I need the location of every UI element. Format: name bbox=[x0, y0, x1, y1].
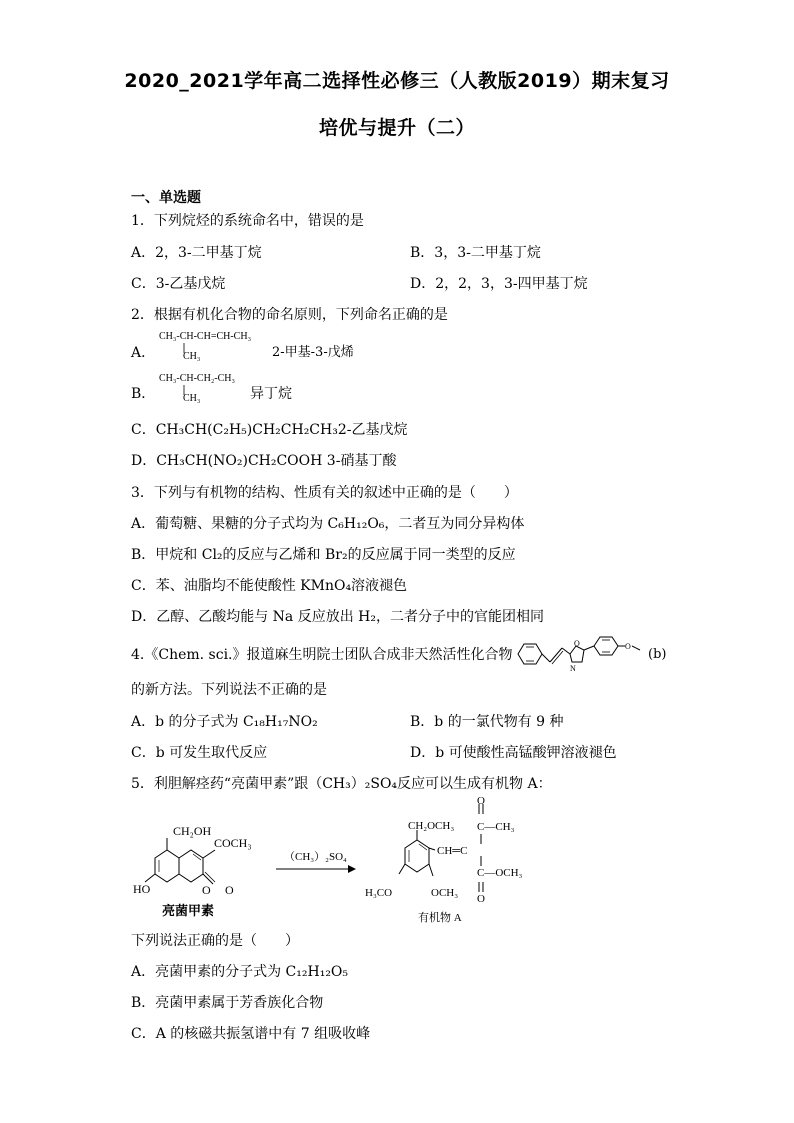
q5-stem: 5．利胆解痉药“亮菌甲素”跟（CH₃）₂SO₄反应可以生成有机物 A： bbox=[131, 776, 552, 792]
q5-och3-label: OCH₃ bbox=[431, 887, 459, 899]
document-title-line1: 2020_2021学年高二选择性必修三（人教版2019）期末复习 bbox=[124, 70, 670, 92]
q4-stem-continued: 的新方法。下列说法不正确的是 bbox=[131, 682, 327, 698]
q2-stem: 2．根据有机化合物的命名原则，下列命名正确的是 bbox=[131, 307, 448, 323]
q5-ch2och3-label: CH₂OCH₃ bbox=[408, 820, 455, 832]
q4-compound-b-structure bbox=[512, 634, 647, 676]
q1-option-c: C．3-乙基戊烷 bbox=[131, 276, 226, 292]
q5-option-b: B．亮菌甲素属于芳香族化合物 bbox=[131, 995, 324, 1011]
q5-top-o-label: O bbox=[477, 795, 485, 807]
q3-option-a: A．葡萄糖、果糖的分子式均为 C₆H₁₂O₆，二者互为同分异构体 bbox=[131, 516, 525, 532]
q5-right-compound-name: 有机物 A bbox=[418, 912, 462, 924]
q5-ho-label: HO bbox=[133, 882, 151, 896]
q2-a-structure-branch: CH₃ bbox=[183, 351, 201, 362]
q5-question: 下列说法正确的是（ ） bbox=[131, 933, 299, 949]
svg-text:O: O bbox=[574, 639, 580, 648]
q2-option-c: C．CH₃CH(C₂H₅)CH₂CH₂CH₃2-乙基戊烷 bbox=[131, 422, 408, 438]
q4-compound-label: (b) bbox=[648, 647, 667, 662]
svg-text:O: O bbox=[625, 642, 631, 651]
q5-coch3-label: COCH₃ bbox=[214, 836, 252, 850]
q4-option-c: C．b 可发生取代反应 bbox=[131, 745, 268, 761]
q3-option-c: C．苯、油脂均不能使酸性 KMnO₄溶液褪色 bbox=[131, 578, 408, 594]
q2-b-structure-main: CH₃-CH-CH₂-CH₃ bbox=[159, 373, 236, 384]
q5-h3co-label: H₃CO bbox=[365, 887, 393, 899]
q5-ring-o-label: O bbox=[202, 883, 211, 897]
q2-b-structure-branch: CH₃ bbox=[183, 393, 201, 404]
q2-a-structure-main: CH₃-CH-CH=CH-CH₃ bbox=[159, 331, 252, 342]
q4-option-b: B．b 的一氯代物有 9 种 bbox=[410, 714, 564, 730]
q5-reaction-arrow bbox=[276, 864, 356, 874]
q5-reagent-label: （CH₃）₂SO₄ bbox=[284, 851, 347, 863]
q5-carbonyl-o-label: O bbox=[225, 883, 234, 897]
q5-vinyl-label: CH═C bbox=[437, 845, 468, 857]
q2-option-a-label: A． bbox=[131, 345, 156, 361]
svg-text:N: N bbox=[570, 664, 576, 673]
q4-option-a: A．b 的分子式为 C₁₈H₁₇NO₂ bbox=[131, 714, 318, 730]
q1-option-b: B．3，3-二甲基丁烷 bbox=[410, 245, 541, 261]
q2-option-d: D．CH₃CH(NO₂)CH₂COOH 3-硝基丁酸 bbox=[131, 453, 397, 469]
q4-option-d: D．b 可使酸性高锰酸钾溶液褪色 bbox=[410, 745, 617, 761]
q5-bottom-o-label: O bbox=[477, 893, 485, 905]
q2-a-name: 2-甲基-3-戊烯 bbox=[272, 345, 354, 360]
q3-option-d: D．乙醇、乙酸均能与 Na 反应放出 H₂，二者分子中的官能团相同 bbox=[131, 609, 544, 625]
q1-option-a: A．2，3-二甲基丁烷 bbox=[131, 245, 262, 261]
q5-left-compound-name: 亮菌甲素 bbox=[162, 904, 215, 919]
q2-option-b-label: B． bbox=[131, 386, 156, 402]
q4-stem: 4.《Chem. sci.》报道麻生明院士团队合成非天然活性化合物 bbox=[131, 647, 513, 663]
q3-option-b: B．甲烷和 Cl₂的反应与乙烯和 Br₂的反应属于同一类型的反应 bbox=[131, 547, 516, 563]
q5-acetyl-label: C—CH₃ bbox=[477, 821, 515, 833]
q5-ch2oh-label: CH₂OH bbox=[173, 824, 212, 838]
document-title-line2: 培优与提升（二） bbox=[318, 117, 475, 139]
q1-stem: 1．下列烷烃的系统命名中，错误的是 bbox=[131, 213, 364, 229]
q3-stem: 3．下列与有机物的结构、性质有关的叙述中正确的是（ ） bbox=[131, 485, 518, 501]
q5-option-a: A．亮菌甲素的分子式为 C₁₂H₁₂O₅ bbox=[131, 964, 349, 980]
q5-ester-label: C—OCH₃ bbox=[477, 867, 523, 879]
section-heading: 一、单选题 bbox=[131, 190, 201, 206]
q5-option-c: C．A 的核磁共振氢谱中有 7 组吸收峰 bbox=[131, 1026, 371, 1042]
q2-b-name: 异丁烷 bbox=[250, 386, 292, 402]
q1-option-d: D．2，2，3，3-四甲基丁烷 bbox=[410, 276, 588, 292]
